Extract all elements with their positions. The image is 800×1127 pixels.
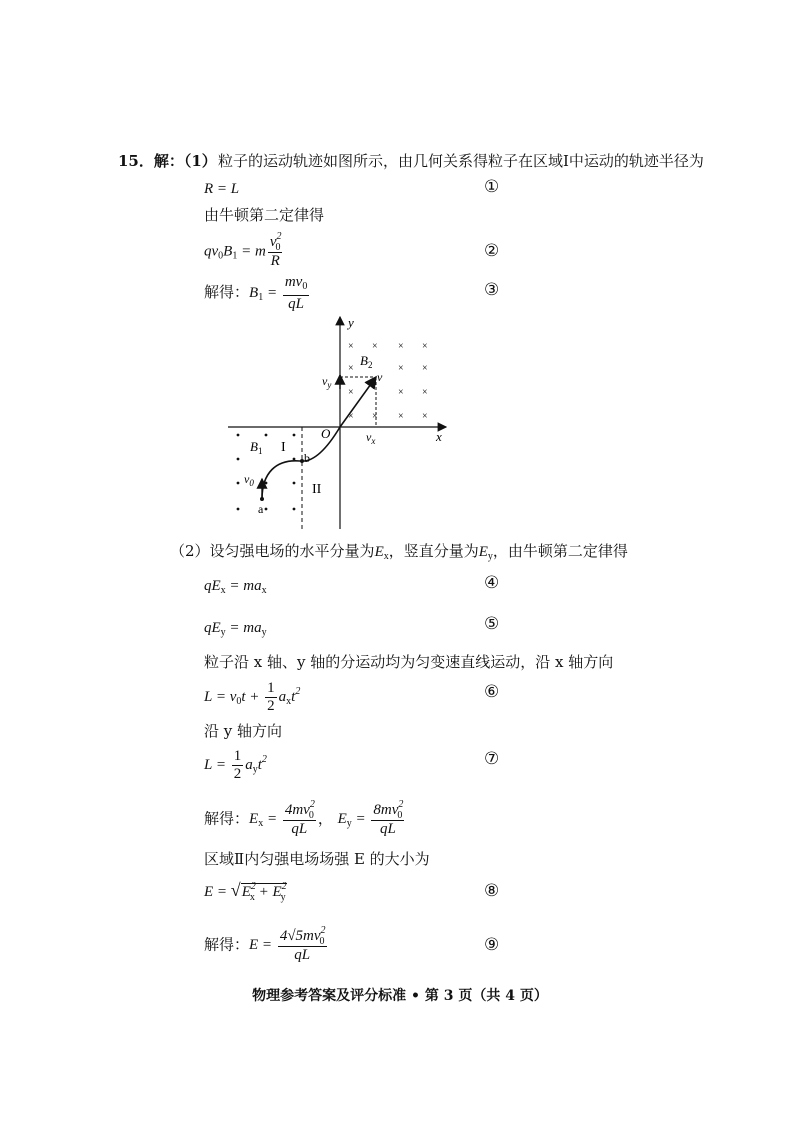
equation-9: 解得：E = $\frac{4√5mv^2_0}{qL}$ xyxy=(204,925,326,963)
v0-label: $v_0$ xyxy=(244,472,254,488)
equation-3: 解得：$B_1$ = $\frac{mv_0}{qL}$ xyxy=(204,274,308,312)
eq-marker-5: ⑤ xyxy=(484,614,500,634)
x-axis-label: x xyxy=(436,429,442,444)
equation-2: $qv_0B_1 = m$ $\frac{v^2_0}{R}$ xyxy=(204,231,282,269)
vx-label: $v_x$ xyxy=(366,430,376,446)
region-1-label: I xyxy=(281,440,286,455)
b2-label: $B_2$ xyxy=(360,353,373,370)
trajectory-line xyxy=(340,377,376,427)
svg-text:×: × xyxy=(398,387,404,398)
part2-intro: （2）设匀强电场的水平分量为$E_x$，竖直分量为$E_y$，由牛顿第二定律得 xyxy=(170,542,628,562)
page-footer: 物理参考答案及评分标准 • 第 3 页（共 4 页） xyxy=(252,988,548,1004)
equation-8: $E = √E^2_x + E^2_y$ xyxy=(204,880,287,903)
point-a-label: a xyxy=(258,502,264,516)
solve-e-components: 解得：$E_x$ = $\frac{4mv^2_0}{qL}$ ， $E_y$ = $\frac{8mv^2_0}{qL}$ xyxy=(204,799,404,837)
equation-7: L = $\frac{1}{2}$ $a_yt^2$ xyxy=(204,748,267,782)
along-y-text: 沿 y 轴方向 xyxy=(204,722,283,740)
equation-6: $L = v_0t$ + $\frac{1}{2}$ $a_xt^2$ xyxy=(204,680,301,714)
svg-text:×: × xyxy=(422,387,428,398)
eq-marker-6: ⑥ xyxy=(484,682,500,702)
eq-marker-7: ⑦ xyxy=(484,749,500,769)
eq-marker-8: ⑧ xyxy=(484,881,500,901)
intro-text: 粒子的运动轨迹如图所示，由几何关系得粒子在区域Ⅰ中运动的轨迹半径为 xyxy=(218,152,704,170)
svg-text:×: × xyxy=(422,341,428,352)
equation-4: $qE_x = ma_x$ xyxy=(204,578,267,596)
svg-text:×: × xyxy=(422,411,428,422)
svg-text:×: × xyxy=(422,363,428,374)
region-2-label: II xyxy=(312,482,322,497)
equation-5: $qE_y = ma_y$ xyxy=(204,620,267,638)
svg-text:×: × xyxy=(398,341,404,352)
svg-text:×: × xyxy=(398,363,404,374)
svg-text:×: × xyxy=(372,341,378,352)
question-number: 15．解：（1） xyxy=(118,152,217,170)
solve-label: 解得： xyxy=(204,282,250,301)
point-a xyxy=(260,497,264,501)
v-label: v xyxy=(377,370,383,384)
eq-marker-2: ② xyxy=(484,241,500,261)
b1-label: $B_1$ xyxy=(250,439,263,456)
svg-text:×: × xyxy=(348,387,354,398)
svg-text:×: × xyxy=(348,341,354,352)
trajectory-diagram xyxy=(224,313,464,531)
equation-1: R = L xyxy=(204,181,240,197)
point-b-label: b xyxy=(304,451,310,465)
eq-marker-4: ④ xyxy=(484,573,500,593)
region-e-text: 区域Ⅱ内匀强电场场强 E 的大小为 xyxy=(204,850,430,868)
svg-text:×: × xyxy=(398,411,404,422)
motion-text: 粒子沿 x 轴、y 轴的分运动均为匀变速直线运动，沿 x 轴方向 xyxy=(204,653,614,671)
svg-text:×: × xyxy=(348,411,354,422)
eq-marker-3: ③ xyxy=(484,280,500,300)
svg-text:×: × xyxy=(348,363,354,374)
vy-label: $v_y$ xyxy=(322,374,332,390)
eq-marker-9: ⑨ xyxy=(484,935,500,955)
svg-text:×: × xyxy=(372,411,378,422)
origin-label: O xyxy=(321,426,331,441)
newton-second-law-text: 由牛顿第二定律得 xyxy=(204,206,325,224)
eq-marker-1: ① xyxy=(484,177,500,197)
y-axis-label: y xyxy=(348,315,354,330)
